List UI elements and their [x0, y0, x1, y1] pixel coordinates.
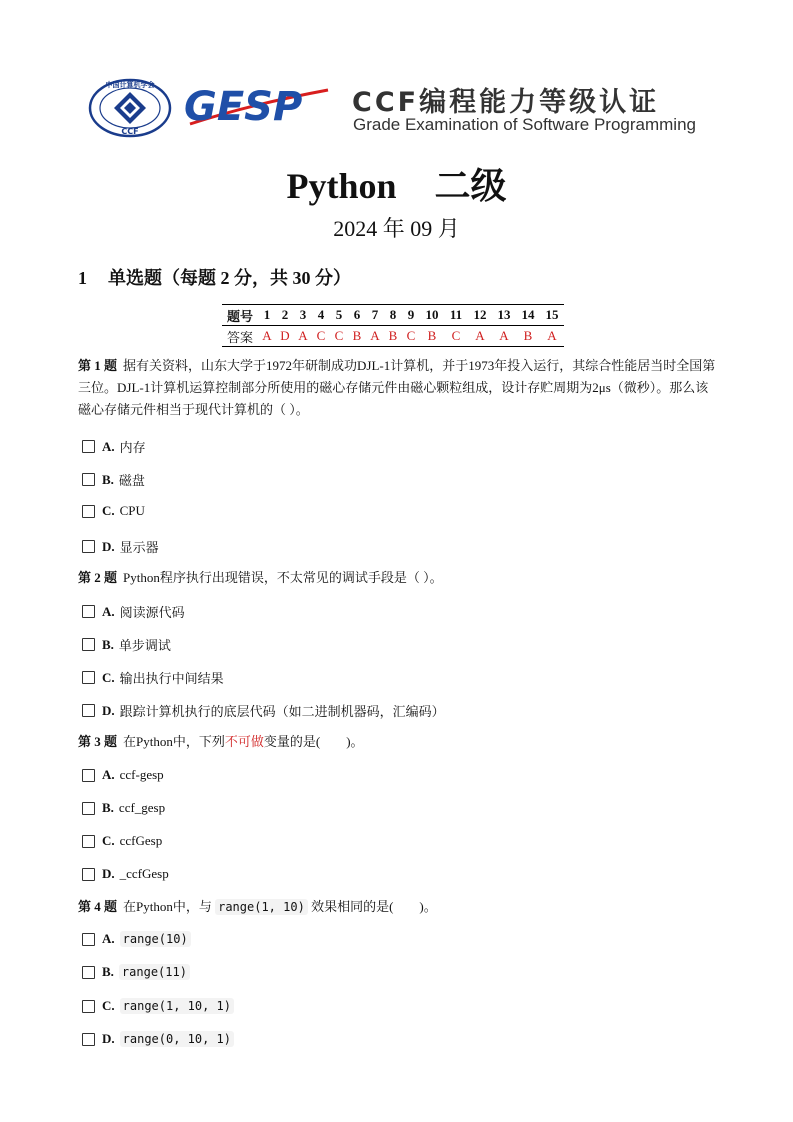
question-1-stem	[78, 355, 718, 421]
option-letter: C.	[102, 669, 115, 685]
header-title: CCF编程能力等级认证	[352, 87, 660, 118]
answer-number: 10	[420, 305, 444, 326]
checkbox[interactable]	[82, 605, 95, 618]
option-letter: A.	[102, 603, 115, 619]
option-1b[interactable]	[82, 470, 145, 489]
option-2a[interactable]	[82, 602, 185, 621]
question-text: Python程序执行出现错误，不太常见的调试手段是（ ）。	[123, 570, 443, 585]
option-4a[interactable]	[82, 931, 191, 947]
section-heading	[78, 264, 351, 290]
option-3d[interactable]	[82, 866, 169, 882]
option-letter: D.	[102, 538, 115, 554]
question-text: 在Python中，下列	[123, 734, 225, 749]
checkbox[interactable]	[82, 769, 95, 782]
question-text: 在Python中，与	[123, 899, 212, 914]
option-text: ccf-gesp	[119, 767, 164, 782]
answer-number: 9	[402, 305, 420, 326]
option-letter: A.	[102, 931, 115, 946]
option-text: 阅读源代码	[119, 605, 185, 620]
option-letter: D.	[102, 702, 115, 718]
ccf-logo-text-bottom: CCF	[121, 127, 139, 136]
answer-value: D	[276, 326, 294, 347]
answer-number: 3	[294, 305, 312, 326]
answer-table-row-label: 答案	[222, 326, 258, 347]
option-3a[interactable]	[82, 767, 164, 783]
option-text: CPU	[119, 503, 145, 518]
section-number: 1	[78, 268, 87, 288]
gesp-logo	[182, 84, 330, 128]
gesp-logo-text: GESP	[184, 84, 303, 128]
checkbox[interactable]	[82, 638, 95, 651]
answer-value: B	[384, 326, 402, 347]
checkbox[interactable]	[82, 505, 95, 518]
answer-number: 13	[492, 305, 516, 326]
option-4c[interactable]	[82, 998, 234, 1014]
option-text: ccf_gesp	[118, 800, 166, 815]
option-code: range(11)	[119, 964, 190, 980]
answer-number: 7	[366, 305, 384, 326]
option-4d[interactable]	[82, 1031, 234, 1047]
answer-value: A	[294, 326, 312, 347]
question-3-stem	[78, 731, 718, 753]
option-letter: B.	[102, 636, 114, 652]
ccf-logo-text-top: 中国计算机学会	[105, 81, 155, 89]
option-1d[interactable]	[82, 537, 159, 556]
answer-table	[222, 304, 564, 347]
option-letter: C.	[102, 998, 115, 1013]
answer-number: 1	[258, 305, 276, 326]
question-text: 效果相同的是( )。	[311, 899, 437, 914]
checkbox[interactable]	[82, 966, 95, 979]
answer-value: A	[468, 326, 492, 347]
answer-number: 8	[384, 305, 402, 326]
checkbox[interactable]	[82, 440, 95, 453]
option-text: _ccfGesp	[119, 866, 169, 881]
inline-code: range(1, 10)	[215, 899, 308, 915]
question-4-stem	[78, 896, 718, 918]
document-date: 2024 年 09 月	[333, 216, 460, 241]
option-4b[interactable]	[82, 964, 190, 980]
answer-value: C	[312, 326, 330, 347]
option-3c[interactable]	[82, 833, 162, 849]
answer-number: 15	[540, 305, 564, 326]
option-code: range(10)	[120, 931, 191, 947]
answer-table-header-row	[222, 305, 564, 326]
answer-value: A	[366, 326, 384, 347]
option-3b[interactable]	[82, 800, 165, 816]
question-emphasis: 不可做	[224, 734, 264, 749]
checkbox[interactable]	[82, 704, 95, 717]
document-title	[0, 158, 793, 209]
option-letter: A.	[102, 438, 115, 454]
option-letter: C.	[102, 503, 115, 518]
option-2b[interactable]	[82, 635, 171, 654]
answer-value: A	[540, 326, 564, 347]
answer-value: B	[516, 326, 540, 347]
checkbox[interactable]	[82, 933, 95, 946]
option-text: 输出执行中间结果	[119, 671, 224, 686]
answer-value: A	[258, 326, 276, 347]
checkbox[interactable]	[82, 802, 95, 815]
answer-value: A	[492, 326, 516, 347]
ccf-logo	[88, 78, 172, 138]
answer-table-head-label: 题号	[222, 305, 258, 326]
option-text: 磁盘	[118, 473, 145, 488]
checkbox[interactable]	[82, 1033, 95, 1046]
answer-value: C	[330, 326, 348, 347]
document-title-en: Python	[286, 166, 397, 206]
option-letter: B.	[102, 471, 114, 487]
option-2d[interactable]	[82, 701, 445, 720]
answer-number: 2	[276, 305, 294, 326]
option-text: 跟踪计算机执行的底层代码（如二进制机器码，汇编码）	[119, 704, 445, 719]
answer-number: 6	[348, 305, 366, 326]
option-letter: A.	[102, 767, 115, 782]
option-code: range(1, 10, 1)	[120, 998, 234, 1014]
option-letter: D.	[102, 866, 115, 881]
checkbox[interactable]	[82, 868, 95, 881]
section-title: 单选题（每题 2 分，共 30 分）	[108, 268, 351, 288]
question-2-stem	[78, 567, 718, 589]
checkbox[interactable]	[82, 671, 95, 684]
option-letter: B.	[102, 800, 114, 815]
question-label: 第 4 题	[78, 899, 118, 914]
option-letter: D.	[102, 1031, 115, 1046]
answer-value: B	[420, 326, 444, 347]
answer-number: 4	[312, 305, 330, 326]
option-2c[interactable]	[82, 668, 224, 687]
option-text: 内存	[119, 440, 146, 455]
option-1a[interactable]	[82, 437, 146, 456]
option-letter: C.	[102, 833, 115, 848]
answer-table-value-row	[222, 326, 564, 347]
option-text: ccfGesp	[119, 833, 163, 848]
question-label: 第 1 题	[78, 358, 118, 373]
question-text: 据有关资料，山东大学于1972年研制成功DJL-1计算机，并于1973年投入运行，其综合性能居当时全国第三位。DJL-1计算机运算控制部分所使用的磁心存储元件由磁心颗粒组成，设计存贮周期为2μs（微秒）。那么该磁心存储元件相当于现代计算机的（ ）。	[78, 358, 716, 417]
option-text: 单步调试	[118, 638, 171, 653]
answer-value: B	[348, 326, 366, 347]
answer-number: 12	[468, 305, 492, 326]
answer-number: 5	[330, 305, 348, 326]
option-code: range(0, 10, 1)	[120, 1031, 234, 1047]
answer-number: 11	[444, 305, 468, 326]
header-subtitle: Grade Examination of Software Programming	[353, 115, 696, 134]
checkbox[interactable]	[82, 540, 95, 553]
checkbox[interactable]	[82, 835, 95, 848]
question-label: 第 3 题	[78, 734, 118, 749]
document-title-cn: 二级	[434, 166, 507, 206]
answer-number: 14	[516, 305, 540, 326]
answer-value: C	[444, 326, 468, 347]
option-1c[interactable]	[82, 503, 145, 519]
checkbox[interactable]	[82, 473, 95, 486]
question-text: 变量的是( )。	[263, 734, 364, 749]
option-text: 显示器	[119, 540, 159, 555]
checkbox[interactable]	[82, 1000, 95, 1013]
question-label: 第 2 题	[78, 570, 118, 585]
answer-value: C	[402, 326, 420, 347]
option-letter: B.	[102, 964, 114, 979]
